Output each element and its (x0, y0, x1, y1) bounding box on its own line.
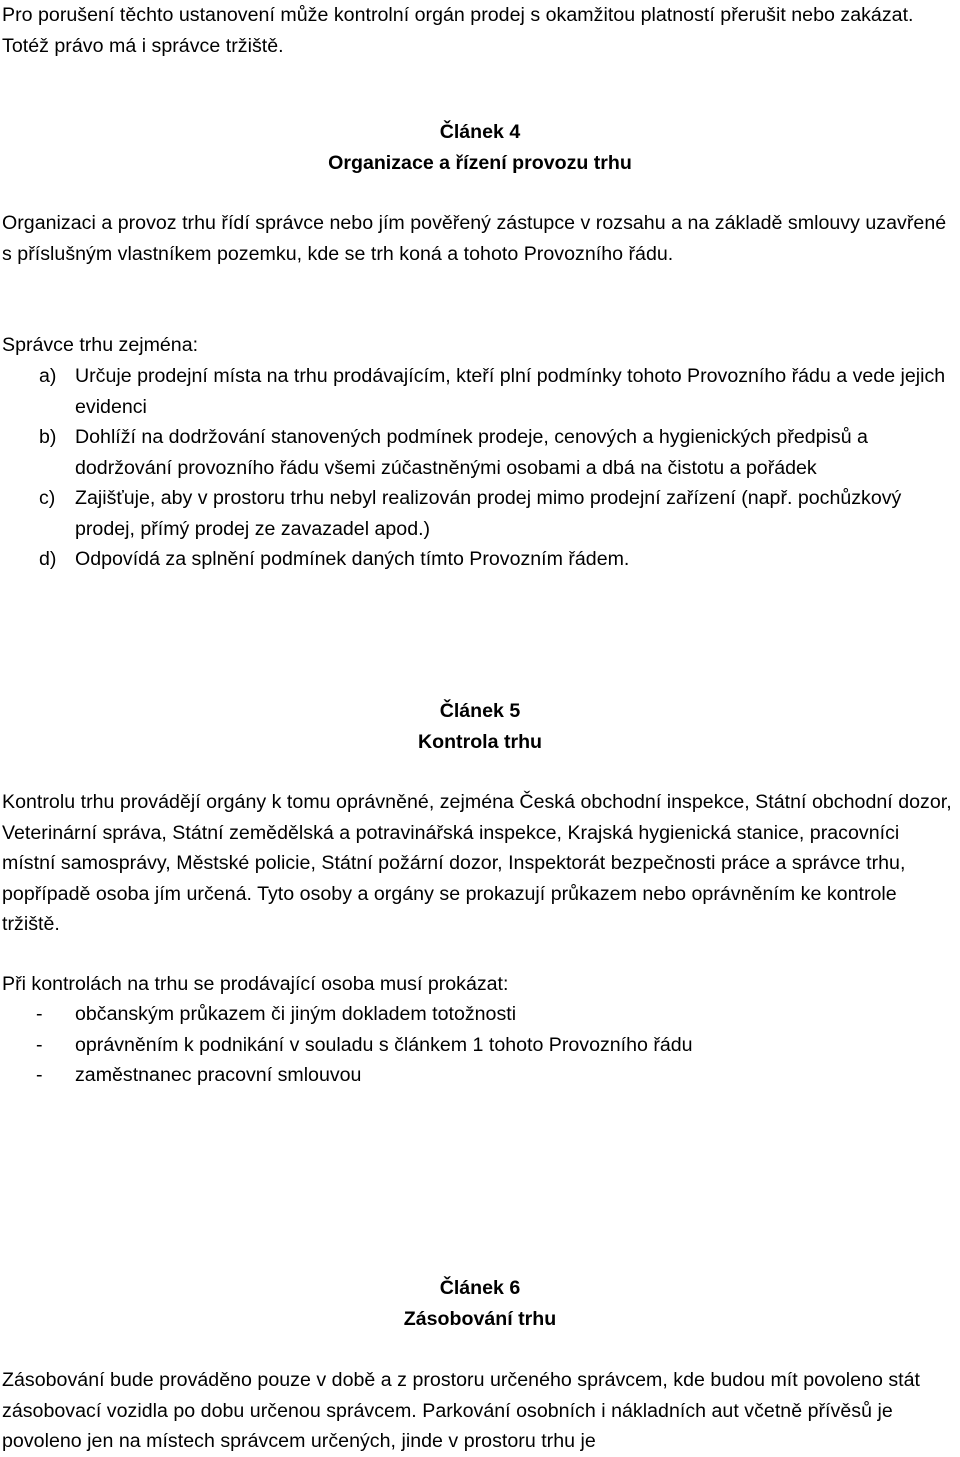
list-item-text: Zajišťuje, aby v prostoru trhu nebyl realizován prodej mimo prodejní zařízení (např. pochůzkový prodej, přímý prodej ze zavazadel apod.) (75, 487, 902, 540)
proof-list (2, 999, 958, 1091)
list-item-text: občanským průkazem či jiným dokladem totožnosti (75, 1003, 517, 1025)
article-5-paragraph: Kontrolu trhu provádějí orgány k tomu oprávněné, zejména Česká obchodní inspekce, Státní obchodní dozor, Veterinární správa, Státní zemědělská a potravinářská inspekce, Krajská hygienická stanice, pracovníci místní samosprávy, Městské policie, Státní požární dozor, Inspektorát bezpečnosti práce a správce trhu, popřípadě osoba jím určená. Tyto osoby a orgány se prokazují průkazem nebo oprávněním ke kontrole tržiště. (2, 791, 952, 935)
list-marker: - (36, 1064, 43, 1086)
list-item-text: Určuje prodejní místa na trhu prodávajícím, kteří plní podmínky tohoto Provozního řádu a vede jejich evidenci (75, 365, 946, 418)
list-item-text: Odpovídá za splnění podmínek daných tímto Provozním řádem. (75, 548, 630, 570)
article-4-heading (0, 117, 960, 178)
article-4-title: Organizace a řízení provozu trhu (328, 151, 632, 174)
list-item (2, 483, 958, 544)
proof-intro: Při kontrolách na trhu se prodávající osoba musí prokázat: (2, 973, 509, 995)
list-marker: c) (39, 487, 56, 509)
article-5-title: Kontrola trhu (417, 730, 543, 753)
list-item (2, 999, 958, 1030)
list-item-text: Dohlíží na dodržování stanovených podmínek prodeje, cenových a hygienických předpisů a dodržování provozního řádu všemi zúčastněnými osobami a dbá na čistotu a pořádek (75, 426, 868, 479)
list-marker: a) (39, 365, 57, 387)
article-6-title: Zásobování trhu (403, 1307, 557, 1330)
list-item-text: oprávněním k podnikání v souladu s článkem 1 tohoto Provozního řádu (75, 1033, 693, 1056)
list-item (2, 1060, 958, 1091)
list-item-text: zaměstnanec pracovní smlouvou (75, 1064, 362, 1086)
duties-intro: Správce trhu zejména: (2, 334, 199, 356)
list-item (2, 544, 958, 575)
list-item (2, 1030, 958, 1061)
article-6-number: Článek 6 (439, 1277, 521, 1299)
list-marker: d) (39, 548, 57, 570)
duties-list (2, 361, 958, 575)
list-marker: - (36, 1003, 43, 1025)
article-6-paragraph: Zásobování bude prováděno pouze v době a z prostoru určeného správcem, kde budou mít povoleno stát zásobovací vozidla po dobu určenou správcem. Parkování osobních i nákladních aut včetně přívěsů je povoleno jen na místech správcem určených, jinde v prostoru trhu je (2, 1369, 921, 1452)
article-4-paragraph: Organizaci a provoz trhu řídí správce nebo jím pověřený zástupce v rozsahu a na základě smlouvy uzavřené s příslušným vlastníkem pozemku, kde se trh koná a tohoto Provozního řádu. (2, 212, 947, 265)
article-5-number: Článek 5 (439, 700, 521, 722)
list-item (2, 361, 958, 422)
list-marker: b) (39, 426, 57, 448)
list-marker: - (36, 1033, 43, 1056)
article-6-heading (0, 1273, 960, 1334)
article-5-heading (0, 696, 960, 757)
intro-paragraph: Pro porušení těchto ustanovení může kontrolní orgán prodej s okamžitou platností přerušit nebo zakázat. Totéž právo má i správce tržiště. (2, 4, 914, 57)
article-4-number: Článek 4 (439, 121, 521, 143)
list-item (2, 422, 958, 483)
